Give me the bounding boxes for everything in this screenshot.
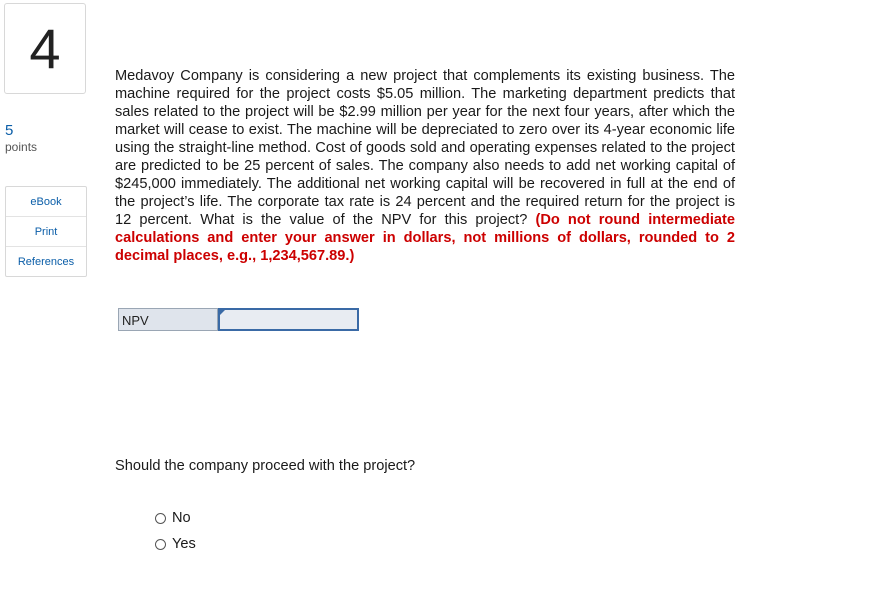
radio-no[interactable] [155,513,166,524]
option-no-label: No [172,510,191,526]
question-number-box [4,3,86,94]
question-text [115,67,735,265]
option-yes-label: Yes [172,536,196,552]
radio-yes[interactable] [155,539,166,550]
option-yes[interactable] [155,536,196,552]
print-link[interactable]: Print [6,216,86,246]
resource-links [5,186,87,277]
references-link[interactable]: References [6,246,86,276]
question-instruction: (Do not round intermediate calculations and enter your answer in dollars, not millions of dollars, rounded to 2 decimal places, e.g., 1,234,567.89.) [115,212,735,264]
question-number: 4 [29,16,61,80]
npv-label: NPV [118,308,218,331]
input-corner-flag-icon [219,310,225,316]
points-value: 5 [5,122,14,139]
npv-answer-row [118,308,359,331]
option-no[interactable] [155,510,191,526]
question-body: Medavoy Company is considering a new project that complements its existing business. The machine required for the project costs $5.05 million. The marketing department predicts that sales related to the project will be $2.99 million per year for the next four years, after which the market will cease to exist. The machine will be depreciated to zero over its 4-year economic life using the straight-line method. Cost of goods sold and operating expenses related to the project are predicted to be 25 percent of sales. The company also needs to add net working capital of $245,000 immediately. The additional net working capital will be recovered in full at the end of the project’s life. The corporate tax rate is 24 percent and the required return for the project is 12 percent. What is the value of the NPV for this project? [115,68,735,228]
ebook-link[interactable]: eBook [30,195,62,208]
npv-input[interactable] [218,308,359,331]
proceed-question: Should the company proceed with the project? [115,458,416,474]
points-label: points [5,140,38,154]
